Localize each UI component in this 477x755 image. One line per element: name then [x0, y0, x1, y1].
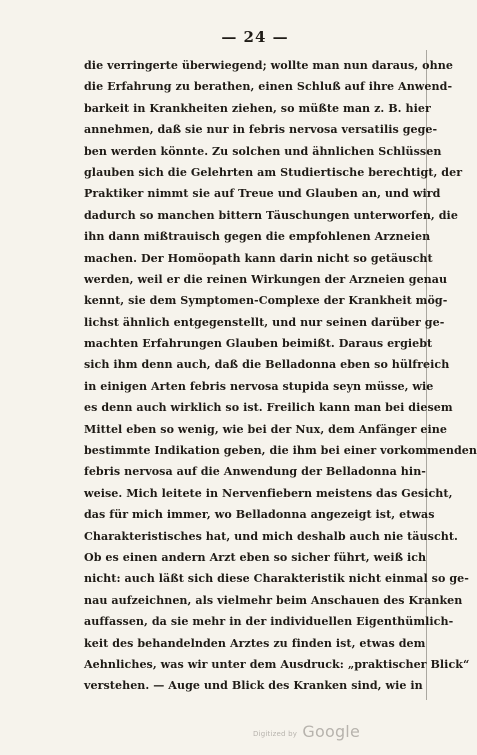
text-line: lichst ähnlich entgegenstellt, und nur seinen darüber ge-	[84, 315, 445, 329]
text-line: verstehen. — Auge und Blick des Kranken sind, wie in	[84, 679, 423, 693]
text-line: dadurch so manchen bittern Täuschungen unterworfen, die	[84, 208, 458, 222]
text-line: die Erfahrung zu berathen, einen Schluß auf ihre Anwend-	[84, 80, 453, 94]
text-line: kennt, sie dem Symptomen-Complexe der Krankheit mög-	[84, 294, 448, 308]
page-number: — 24 —	[221, 28, 289, 46]
watermark-prefix: Digitized by	[253, 730, 298, 738]
text-line: sich ihm denn auch, daß die Belladonna eben so hülfreich	[84, 358, 450, 372]
text-line: in einigen Arten febris nervosa stupida seyn müsse, wie	[84, 379, 434, 393]
text-line: machten Erfahrungen Glauben beimißt. Daraus ergiebt	[84, 337, 433, 351]
text-line: nau aufzeichnen, als vielmehr beim Anschauen des Kranken	[84, 593, 463, 607]
page-number-header	[0, 28, 438, 46]
text-line: barkeit in Krankheiten ziehen, so müßte man z. B. hier	[84, 101, 431, 115]
text-line: febris nervosa auf die Anwendung der Belladonna hin-	[84, 465, 426, 479]
page-edge-shadow	[426, 50, 427, 700]
text-line: bestimmte Indikation geben, die ihm bei einer vorkommenden	[84, 444, 477, 458]
text-line: Praktiker nimmt sie auf Treue und Glauben an, und wird	[84, 187, 441, 201]
text-line: Aehnliches, was wir unter dem Ausdruck: „praktischer Blick“	[84, 657, 470, 671]
text-line: weise. Mich leitete in Nervenfiebern meistens das Gesicht,	[84, 486, 453, 500]
text-line: werden, weil er die reinen Wirkungen der Arzneien genau	[84, 272, 448, 286]
text-line: annehmen, daß sie nur in febris nervosa versatilis gege-	[84, 123, 438, 137]
text-line: ben werden könnte. Zu solchen und ähnlichen Schlüssen	[84, 144, 442, 158]
text-line: die verringerte überwiegend; wollte man nun daraus, ohne	[84, 59, 453, 72]
text-line: Mittel eben so wenig, wie bei der Nux, dem Anfänger eine	[84, 422, 448, 436]
text-line: nicht: auch läßt sich diese Charakteristik nicht einmal so ge-	[84, 572, 469, 586]
text-line: Charakteristisches hat, und mich deshalb auch nie täuscht.	[84, 529, 458, 543]
text-line: das für mich immer, wo Belladonna angezeigt ist, etwas	[84, 508, 435, 522]
text-line: Ob es einen andern Arzt eben so sicher führt, weiß ich	[84, 550, 427, 564]
text-line: ihn dann mißtrauisch gegen die empfohlenen Arzneien	[84, 230, 431, 244]
text-line: machen. Der Homöopath kann darin nicht so getäuscht	[84, 251, 433, 265]
text-line: glauben sich die Gelehrten am Studiertische berechtigt, der	[84, 165, 463, 179]
text-line: keit des behandelnden Arztes zu finden ist, etwas dem	[84, 636, 426, 650]
page-body-text	[84, 55, 477, 697]
digitized-by-google-watermark	[253, 722, 360, 741]
text-line: auffassen, da sie mehr in der individuellen Eigenthümlich-	[84, 615, 454, 629]
watermark-brand: Google	[302, 722, 360, 741]
text-line: es denn auch wirklich so ist. Freilich kann man bei diesem	[84, 401, 453, 415]
